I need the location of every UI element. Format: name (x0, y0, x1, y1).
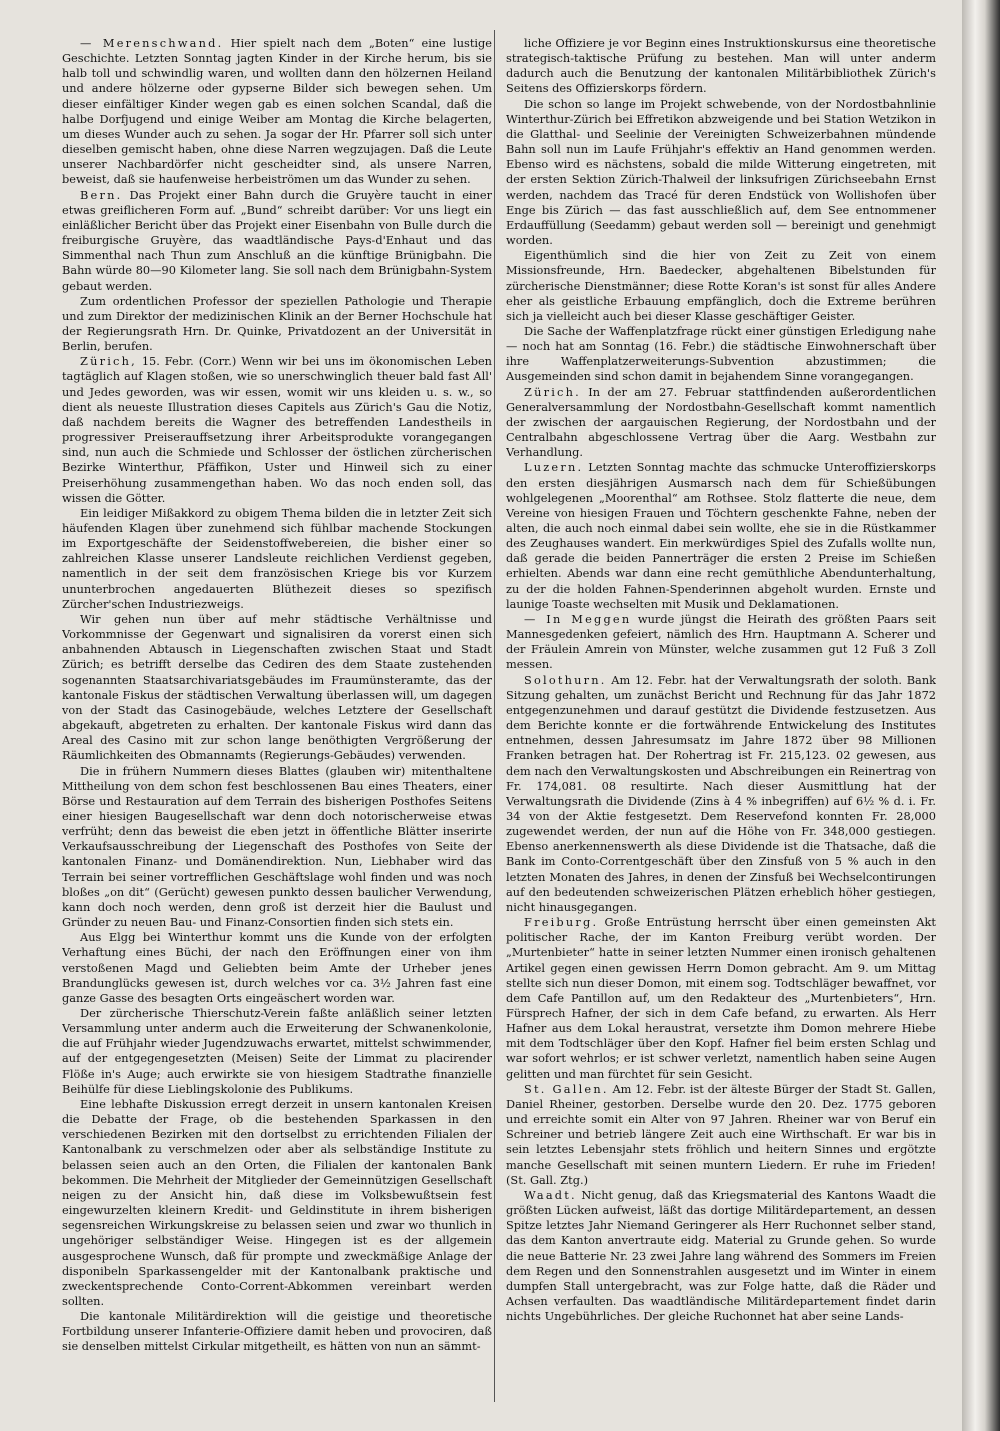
article-paragraph (506, 97, 936, 249)
article-text: Nicht genug, daß das Kriegsmaterial des Kantons Waadt die größten Lücken aufweist, läßt das dortige Militärdepartement, an dessen Spitze letztes Jahr Niemand Geringerer als Herr Ruchonnet selber stand, das dem Kanton anvertraute eidg. Material zu Grunde gehen. So wurde die neue Batterie Nr. 23 zwei Jahre lang während des Sommers im Freien dem Regen und den Sonnenstrahlen ausgesetzt und im Winter in einem dumpfen Stall untergebracht, was zur Folge hatte, daß die Räder und Achsen verfaulten. Das waadtländische Militärdepartement findet darin nichts Ungebührliches. Der gleiche Ruchonnet hat aber seine Lands- (506, 1187, 936, 1324)
article-text: Der zürcherische Thierschutz-Verein faßte anläßlich seiner letzten Versammlung unter anderm auch die Erweiterung der Schwanenkolonie, die auf Frühjahr wieder Jugendzuwachs erwartet, mittelst schwimmender, auf der entgegengesetzten (Meisen) Seite der Limmat zu placirender Flöße in's Auge; auch erwirkte sie von hiesigem Stadtrathe finanzielle Beihülfe für diese Lieblingskolonie des Publikums. (62, 1006, 492, 1096)
article-paragraph (62, 294, 492, 355)
article-paragraph (506, 612, 936, 673)
page-edge-shadow (962, 0, 1000, 1431)
article-text: Die Sache der Waffenplatzfrage rückt einer günstigen Erledigung nahe — noch hat am Sonntag (16. Febr.) die städtische Einwohnerschaft über ihre Waffenplatzerweiterungs-Subvention abzustimmen; die Ausgemeinden sind schon damit in bejahendem Sinne vorangegangen. (506, 323, 936, 384)
article-paragraph (62, 1097, 492, 1309)
article-text: In der am 27. Februar stattfindenden außerordentlichen Generalversammlung der Nordostbahn-Gesellschaft kommt namentlich der zwischen der aargauischen Regierung, der Nordostbahn und der Centralbahn abgeschlossene Vertrag über die Aarg. Westbahn zur Verhandlung. (506, 384, 936, 460)
article-paragraph (506, 36, 936, 97)
article-paragraph (506, 324, 936, 385)
article-paragraph (62, 1309, 492, 1354)
article-text: wurde jüngst die Heirath des größten Paars seit Mannesgedenken gefeiert, nämlich des Hrn. Hauptmann A. Scherer und der Fräulein Amrein von Münster, welche zusammen gut 12 Fuß 3 Zoll messen. (506, 611, 936, 672)
article-text: Am 12. Febr. hat der Verwaltungsrath der soloth. Bank Sitzung gehalten, um zunächst Bericht und Rechnung für das Jahr 1872 entgegenzunehmen und darauf gestützt die Dividende festzusetzen. Aus dem Berichte konnte er die fortwährende Entwickelung des Institutes entnehmen, dessen Jahresumsatz im Jahre 1872 über 98 Millionen Franken betragen hat. Der Rohertrag ist Fr. 215,123. 02 gewesen, aus dem nach den Verwaltungskosten und Abschreibungen ein Reinertrag von Fr. 174,081. 08 resultirte. Nach dieser Ausmittlung hat der Verwaltungsrath die Dividende (Zins à 4 % inbegriffen) auf 6½ % d. i. Fr. 34 von der Aktie festgesetzt. Dem Reservefond konnten Fr. 28,000 zugewendet werden, der nun auf die Höhe von Fr. 348,000 gestiegen. Ebenso anerkennenswerth als diese Dividende ist die Thatsache, daß die Bank im Conto-Correntgeschäft über den Zinsfuß von 5 % auch in den letzten Monaten des Jahres, in denen der Zinsfuß bei Wechselcontirungen auf den bedeutenden schweizerischen Plätzen erheblich höher gestiegen, nicht hinausgegangen. (506, 672, 936, 914)
article-text: Zum ordentlichen Professor der speziellen Pathologie und Therapie und zum Direktor der medizinischen Klinik an der Berner Hochschule hat der Regierungsrath Hrn. Dr. Quinke, Privatdozent an der Universität in Berlin, berufen. (62, 293, 492, 354)
article-paragraph (62, 188, 492, 294)
article-paragraph (506, 1188, 936, 1324)
article-text: Letzten Sonntag machte das schmucke Unteroffizierskorps den ersten diesjährigen Ausmarsch nach dem für Schießübungen wohlgelegenen „Moorenthal“ am Rothsee. Stolz flatterte die neue, dem Vereine von hiesigen Frauen und Töchtern geschenkte Fahne, neben der alten, die auch noch einmal dabei sein wollte, ehe sie in die Rüstkammer des Zeughauses wandert. Ein merkwürdiges Spiel des Zufalls wollte nun, daß gerade die beiden Pannerträger die ersten 2 Preise im Schießen erhielten. Abends war dann eine recht gemüthliche Abendunterhaltung, zu der die holden Fahnen-Spenderinnen abgeholt wurden. Ernste und launige Toaste wechselten mit Musik und Deklamationen. (506, 460, 936, 611)
article-lead: Zürich, (80, 354, 137, 369)
article-paragraph (62, 1006, 492, 1097)
article-paragraph (62, 764, 492, 931)
article-lead: St. Gallen. (524, 1081, 609, 1096)
article-lead: — In Meggen (524, 611, 632, 626)
article-lead: Zürich. (524, 384, 581, 399)
article-paragraph (62, 506, 492, 612)
article-lead: Bern. (80, 187, 123, 202)
article-text: Die kantonale Militärdirektion will die geistige und theoretische Fortbildung unserer Infanterie-Offiziere damit heben und provociren, daß sie denselben mittelst Cirkular mitgetheilt, es hätten von nun an sämmt- (62, 1309, 492, 1354)
article-text: Eigenthümlich sind die hier von Zeit zu Zeit von einem Missionsfreunde, Hrn. Baedecker, abgehaltenen Bibelstunden für zürcherische Dienstmänner; diese Rotte Koran's ist sonst für alles Andere eher als geistliche Erbauung empfänglich, doch die Extreme berühren sich ja vielleicht auch bei dieser Klasse geschäftiger Geister. (506, 248, 936, 323)
article-paragraph (506, 248, 936, 324)
article-paragraph (62, 612, 492, 764)
article-lead: — Merenschwand. (80, 36, 224, 50)
article-lead: Solothurn. (524, 672, 607, 687)
article-text: Aus Elgg bei Winterthur kommt uns die Kunde von der erfolgten Verhaftung eines Büchi, der nach den Eröffnungen einer von ihm verstoßenen Magd und Geliebten beim Amte der Urheber jenes Brandunglücks gewesen ist, durch welches vor ca. 3½ Jahren fast eine ganze Gasse des besagten Orts eingeäschert worden war. (62, 930, 492, 1005)
article-lead: Waadt. (524, 1187, 577, 1202)
article-text: Hier spielt nach dem „Boten“ eine lustige Geschichte. Letzten Sonntag jagten Kinder in der Kirche herum, bis sie halb toll und schwindlig waren, und wollten dann den hölzernen Heiland und andere hölzerne oder gypserne Bilder sich bewegen sehen. Um dieser einfältiger Kinder wegen gab es einen solchen Scandal, daß die halbe Dorfjugend und einige Weiber am Montag die Kirche belagerten, um dieses Wunder auch zu sehen. Ja sogar der Hr. Pfarrer soll sich unter dieselben gemischt haben, ohne diese Narren wegzujagen. Daß die Leute unserer Nachbardörfer nicht gescheidter sind, als unsere Narren, beweist, daß sie haufenweise herbeiströmen um das Wunder zu sehen. (62, 36, 492, 187)
article-text: liche Offiziere je vor Beginn eines Instruktionskursus eine theoretische strategisch-taktische Prüfung zu bestehen. Man will unter anderm dadurch auch die Benutzung der kantonalen Militärbibliothek Zürich's Seitens des Offizierskorps fördern. (506, 36, 936, 96)
article-lead: Freiburg. (524, 915, 599, 930)
article-paragraph (506, 1082, 936, 1188)
article-paragraph (62, 36, 492, 188)
article-text: 15. Febr. (Corr.) Wenn wir bei uns im ökonomischen Leben tagtäglich auf Klagen stoßen, wie so unerschwinglich theuer bald fast All' und Jedes geworden, was wir essen, womit wir uns kleiden u. s. w., so dient als neueste Illustration dieses Capitels aus Zürich's Gau die Notiz, daß nachdem bereits die Wagner des betreffenden Landestheils in progressiver Preiserauffsetzung ihrer Arbeitsprodukte vorangegangen sind, nun auch die Schmiede und Schlosser der östlichen zürcherischen Bezirke Winterthur, Pfäffikon, Uster und Hinweil sich zu einer Preiserhöhung zusammengethan haben. Wo das noch enden soll, das wissen die Götter. (62, 354, 492, 505)
article-paragraph (506, 460, 936, 612)
article-paragraph (506, 385, 936, 461)
article-paragraph (506, 915, 936, 1082)
article-paragraph (62, 354, 492, 506)
article-text: Ein leidiger Mißakkord zu obigem Thema bilden die in letzter Zeit sich häufenden Klagen über zunehmend sich fühlbar machende Stockungen im Exportgeschäfte der Seidenstoffwebereien, die bisher einer so zahlreichen Klasse unserer Landsleute reichlichen Verdienst gegeben, namentlich in der seit dem französischen Kriege bis vor Kurzem ununterbrochen angedauerten Blüthezeit dieses so spezifisch Zürcher'schen Industriezweigs. (62, 505, 492, 611)
article-paragraph (62, 930, 492, 1006)
right-column (506, 36, 936, 1396)
article-paragraph (506, 673, 936, 916)
article-lead: Luzern. (524, 460, 584, 475)
left-column (62, 36, 492, 1396)
article-text: Die schon so lange im Projekt schwebende, von der Nordostbahnlinie Winterthur-Zürich bei Effretikon abzweigende und bei Station Wetzikon in die Glatthal- und Seelinie der Vereinigten Schweizerbahnen mündende Bahn soll nun im Laufe Frühjahr's effektiv an Hand genommen werden. Ebenso wird es nächstens, sobald die milde Witterung eingetreten, mit der ersten Sektion Zürich-Thalweil der linksufrigen Zürichseebahn Ernst werden, nachdem das Tracé für deren Endstück von Wollishofen über Enge bis Zürich — das fast ausschließlich auf, dem See entnommener Erdauffüllung (Seedamm) gebaut werden soll — bereinigt und genehmigt worden. (506, 96, 936, 248)
article-text: Große Entrüstung herrscht über einen gemeinsten Akt politischer Rache, der im Kanton Freiburg verübt worden. Der „Murtenbieter“ hatte in seiner letzten Nummer einen ironisch gehaltenen Artikel gegen einen gewissen Herrn Domon gebracht. Am 9. um Mittag stellte sich nun dieser Domon, mit einem sog. Todtschläger bewaffnet, vor dem Cafe Pantillon auf, um den Redakteur des „Murtenbieters“, Hrn. Fürsprech Hafner, der sich in dem Cafe befand, zu erwarten. Als Herr Hafner aus dem Lokal heraustrat, versetzte ihm Domon mehrere Hiebe mit dem Todtschläger über den Kopf. Hafner fiel beim ersten Schlag und war sofort wehrlos; er ist schwer verletzt, namentlich haben seine Augen gelitten und man fürchtet für sein Gesicht. (506, 915, 936, 1081)
article-text: Am 12. Febr. ist der älteste Bürger der Stadt St. Gallen, Daniel Rheiner, gestorben. Derselbe wurde den 20. Dez. 1775 geboren und erreichte somit ein Alter von 97 Jahren. Rheiner war von Beruf ein Schreiner und betrieb längere Zeit auch eine Wirthschaft. Er war bis in sein letztes Lebensjahr stets fröhlich und heitern Sinnes und ergötzte manche Gesellschaft mit seinen muntern Liedern. Er ruhe im Frieden! (St. Gall. Ztg.) (506, 1081, 936, 1187)
article-text: Die in frühern Nummern dieses Blattes (glauben wir) mitenthaltene Mittheilung von dem schon fest beschlossenen Bau eines Theaters, einer Börse und Restauration auf dem Terrain des bisherigen Posthofes Seitens einer hiesigen Baugesellschaft war denn doch notorischerweise etwas verfrüht; denn das beweist die eben jetzt in öffentliche Blätter inserirte Verkaufsausschreibung der Liegenschaft des Posthofes von Seite der kantonalen Finanz- und Domänendirektion. Nun, Liebhaber wird das Terrain bei seiner vortrefflichen Geschäftslage wohl finden und was noch bloßes „on dit“ (Gerücht) gewesen punkto dessen baulicher Verwendung, kann doch noch werden, denn groß ist derzeit hier die Baulust und Gründer zu neuen Bau- und Finanz-Consortien finden sich stets ein. (62, 763, 492, 930)
article-text: Wir gehen nun über auf mehr städtische Verhältnisse und Vorkommnisse der Gegenwart und signalisiren da vorerst einen sich anbahnenden Abtausch in Liegenschaften zwischen Staat und Stadt Zürich; es betrifft derselbe das Cediren des dem Staate zustehenden sogenannten Staatsarchivariatsgebäudes im Fraumünsteramte, das der kantonale Fiskus der städtischen Verwaltung überlassen will, um dagegen von der Stadt das Casinogebäude, welches Letztere der Gesellschaft abgekauft, abgetreten zu erhalten. Der kantonale Fiskus wird dann das Areal des Casino mit zur schon lange benöthigten Vergrößerung der Räumlichkeiten des Obmannamts (Regierungs-Gebäudes) verwenden. (62, 611, 492, 763)
article-text: Das Projekt einer Bahn durch die Gruyère taucht in einer etwas greiflicheren Form auf. „Bund“ schreibt darüber: Vor uns liegt ein einläßlicher Bericht über das Projekt einer Eisenbahn von Bulle durch die freiburgische Gruyère, das waadtländische Pays-d'Enhaut und das Simmenthal nach Thun zum Anschluß an die künftige Brünigbahn. Die Bahn würde 80—90 Kilometer lang. Sie soll nach dem Brünigbahn-System gebaut werden. (62, 187, 492, 293)
column-divider (494, 30, 495, 1402)
article-text: Eine lebhafte Diskussion erregt derzeit in unsern kantonalen Kreisen die Debatte der Frage, ob die bestehenden Sparkassen in den verschiedenen Bezirken mit den dortselbst zu errichtenden Filialen der Kantonalbank zu verschmelzen oder aber als selbständige Institute zu belassen seien auch an den Orten, die Filialen der kantonalen Bank bekommen. Die Mehrheit der Mitglieder der Gemeinnützigen Gesellschaft neigen zu der Ansicht hin, daß diese im Volksbewußtsein fest eingewurzelten kleinern Kredit- und Geldinstitute in ihrem bisherigen segensreichen Wirkungskreise zu belassen seien und zwar wo thunlich in ungehöriger selbständiger Weise. Hingegen ist es der allgemein ausgesprochene Wunsch, daß für prompte und zweckmäßige Anlage der disponibeln Sparkassengelder mit der Kantonalbank praktische und zweckentsprechende Conto-Corrent-Abkommen vereinbart werden sollten. (62, 1096, 492, 1308)
